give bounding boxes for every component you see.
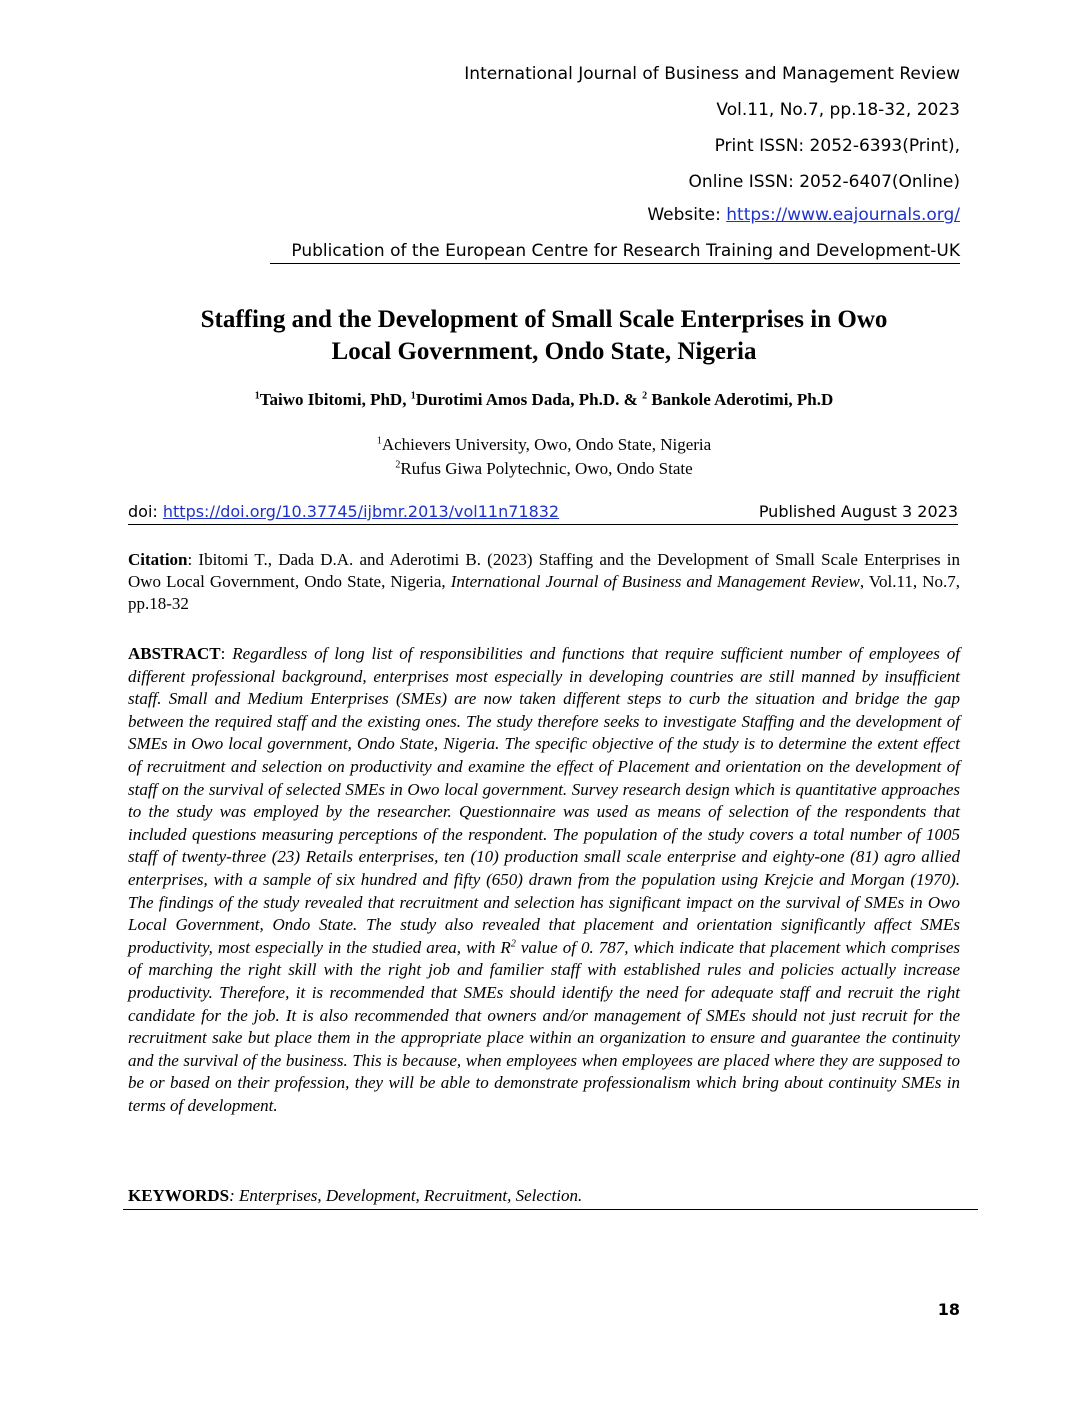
affiliation-2 [100, 458, 988, 480]
affiliation-1-text: Achievers University, Owo, Ondo State, Nigeria [381, 435, 712, 454]
citation-text: : Ibitomi T., Dada D.A. and Aderotimi B. (2023) Staffing and the Development of Small Scale Enterprises in Owo Local Government, Ondo State, Nigeria, [128, 550, 960, 591]
author-list [100, 389, 988, 411]
affiliation-2-text: Rufus Giwa Polytechnic, Owo, Ondo State [400, 459, 693, 478]
doi-label: doi: [128, 502, 163, 521]
r-squared-superscript: 2 [510, 938, 516, 950]
abstract [128, 643, 960, 1117]
author-2-affil-mark: 1 [410, 390, 416, 402]
abstract-body-1: Regardless of long list of responsibilities and functions that require sufficient number of employees of different professional background, enterprises most especially in developing countries are still manned by insufficient staff. Small and Medium Enterprises (SMEs) are now taken different steps to curb the situation and bridge the gap between the required staff and the existing ones. The study therefore seeks to investigate Staffing and the development of SMEs in Owo local government, Ondo State, Nigeria. The specific objective of the study is to determine the extent effect of recruitment and selection on productivity and examine the effect of Placement and orientation on the development of staff on the survival of selected SMEs in Owo local government. Survey research design which is quantitative approaches to the study was employed by the researcher. Questionnaire was used as means of selection of the respondents that included questions measuring perceptions of the respondent. The population of the study covers a total number of 1005 staff of twenty-three (23) Retails enterprises, ten (10) production small scale enterprise and eighty-one (81) agro allied enterprises, with a sample of six hundred and fifty (650) drawn from the population using Krejcie and Morgan (1970). The findings of the study revealed that recruitment and selection has significant impact on the survival of SMEs in Owo Local Government, Ondo State. The study also revealed that placement and orientation significantly affect SMEs productivity, most especially in the studied area, with R [128, 644, 960, 957]
citation-label: Citation [128, 550, 188, 569]
keywords [123, 1185, 978, 1210]
journal-volume: Vol.11, No.7, pp.18-32, 2023 [716, 100, 960, 120]
author-3-name: Bankole Aderotimi, Ph.D [647, 390, 834, 409]
keywords-label: KEYWORDS [128, 1186, 230, 1205]
print-issn: Print ISSN: 2052-6393(Print), [714, 136, 960, 156]
author-1-affil-mark: 1 [254, 390, 260, 402]
author-2-name: Durotimi Amos Dada, Ph.D. & [415, 390, 643, 409]
website-link[interactable]: https://www.eajournals.org/ [726, 205, 960, 225]
publisher-line: Publication of the European Centre for Research Training and Development-UK [270, 243, 960, 264]
title-line-2: Local Government, Ondo State, Nigeria [331, 338, 757, 365]
abstract-body-2: value of 0. 787, which indicate that placement which comprises of marching the right skill with the right job and familier staff with established rules and policies actually increase productivity. Therefore, it is recommended that SMEs should identify the need for adequate staff and recruit the right candidate for the job. It is also recommended that owners and/or management of SMEs should not just recruit for the recruitment sake but place them in the appropriate place within an organization to ensure and guarantee the continuity and the survival of the business. This is because, when employees when employees are placed where they are supposed to be or based on their profession, they will be able to demonstrate professionalism which bring about continuity SMEs in terms of development. [128, 937, 960, 1115]
doi-row [128, 502, 958, 525]
doi-link[interactable]: https://doi.org/10.37745/ijbmr.2013/vol11n71832 [162, 502, 560, 521]
journal-name: International Journal of Business and Management Review [464, 64, 960, 84]
citation-tail: , Vol.11, No.7, pp.18-32 [128, 572, 960, 613]
affiliation-1 [100, 434, 988, 456]
affiliation-2-mark: 2 [395, 459, 401, 471]
online-issn: Online ISSN: 2052-6407(Online) [688, 172, 960, 192]
citation-journal: International Journal of Business and Management Review [450, 572, 860, 591]
author-3-affil-mark: 2 [642, 390, 648, 402]
title-line-1: Staffing and the Development of Small Scale Enterprises in Owo [200, 306, 888, 333]
doi [128, 502, 559, 522]
abstract-separator: : [220, 644, 233, 663]
keywords-text: : Enterprises, Development, Recruitment, Selection. [229, 1186, 583, 1205]
website-line [230, 207, 960, 224]
citation [128, 549, 960, 615]
published-date: Published August 3 2023 [758, 502, 958, 521]
author-1-name: Taiwo Ibitomi, PhD [259, 390, 403, 409]
author-separator: , [402, 390, 411, 409]
affiliation-1-mark: 1 [376, 435, 382, 447]
article-title [100, 304, 988, 368]
website-label: Website: [647, 205, 727, 225]
page-number: 18 [937, 1300, 960, 1319]
abstract-label: ABSTRACT [128, 644, 221, 663]
